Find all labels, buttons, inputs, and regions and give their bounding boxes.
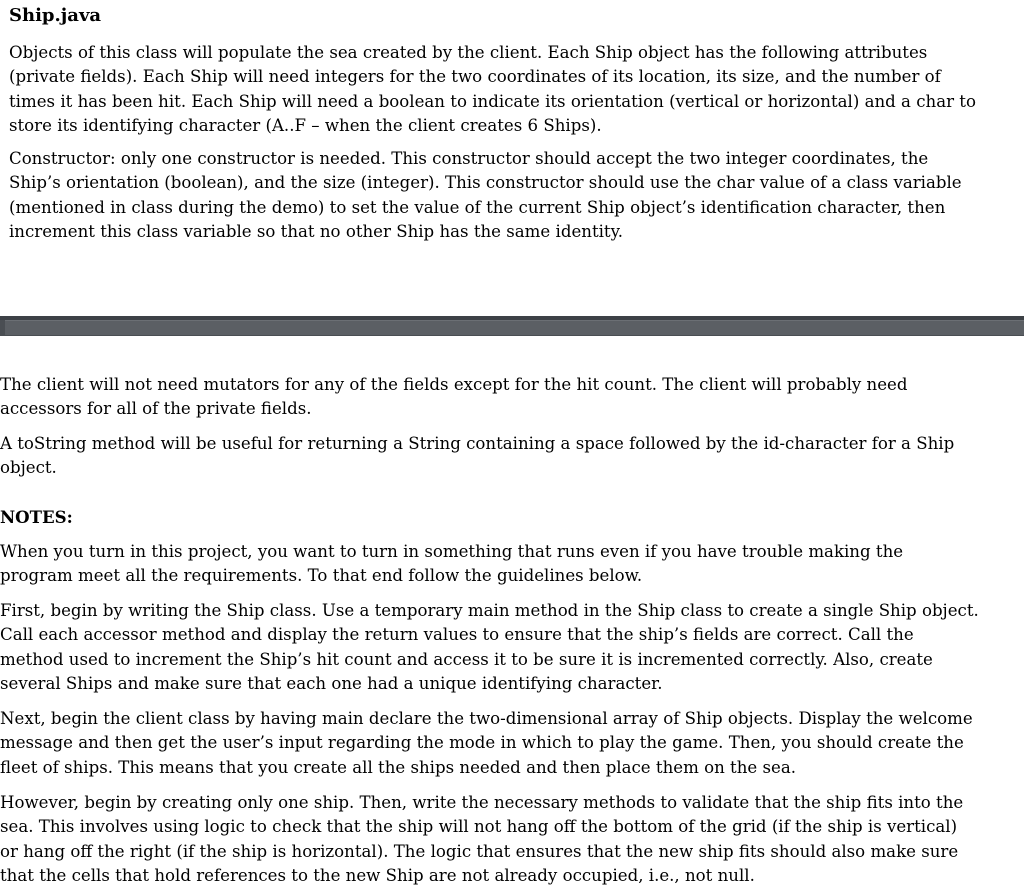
document-title: Ship.java xyxy=(9,5,102,26)
mutators-paragraph: The client will not need mutators for any of the fields except for the hit count. The client will probably need accessors for all of the private fields. xyxy=(0,375,908,419)
page-separator-inner xyxy=(5,320,1024,335)
next-step-paragraph: Next, begin the client class by having main declare the two-dimensional array of Ship objects. Display the welcome message and then get the user’s input regarding the mode in which to play the game. Then, you should create the fleet of ships. This means that you create all the ships needed and then place them on the sea. xyxy=(0,709,973,777)
tostring-paragraph: A toString method will be useful for returning a String containing a space followed by the id-character for a Ship object. xyxy=(0,434,955,478)
bottom-document-page xyxy=(0,336,1024,888)
ship-attributes-paragraph: Objects of this class will populate the sea created by the client. Each Ship object has the following attributes (private fields). Each Ship will need integers for the two coordinates of its location, its size, and the number of times it has been hit. Each Ship will need a boolean to indicate its orientation (vertical or horizontal) and a char to store its identifying character (A..F – when the client creates 6 Ships). xyxy=(9,43,976,136)
page-separator-bar xyxy=(0,316,1024,336)
first-step-paragraph: First, begin by writing the Ship class. Use a temporary main method in the Ship class to create a single Ship object. Call each accessor method and display the return values to ensure that the ship’s fields are correct. Call the method used to increment the Ship’s hit count and access it to be sure it is incremented correctly. Also, create several Ships and make sure that each one had a unique identifying character. xyxy=(0,601,979,694)
notes-heading: NOTES: xyxy=(0,507,73,527)
turn-in-paragraph: When you turn in this project, you want to turn in something that runs even if you have trouble making the program meet all the requirements. To that end follow the guidelines below. xyxy=(0,542,904,586)
top-document-page xyxy=(0,0,1024,316)
constructor-paragraph: Constructor: only one constructor is needed. This constructor should accept the two integer coordinates, the Ship’s orientation (boolean), and the size (integer). This constructor should use the char value of a class variable (mentioned in class during the demo) to set the value of the current Ship object’s identification character, then increment this class variable so that no other Ship has the same identity. xyxy=(9,149,962,242)
however-paragraph: However, begin by creating only one ship. Then, write the necessary methods to validate that the ship fits into the sea. This involves using logic to check that the ship will not hang off the bottom of the grid (if the ship is vertical) or hang off the right (if the ship is horizontal). The logic that ensures that the new ship fits should also make sure that the cells that hold references to the new Ship are not already occupied, i.e., not null. xyxy=(0,793,964,886)
